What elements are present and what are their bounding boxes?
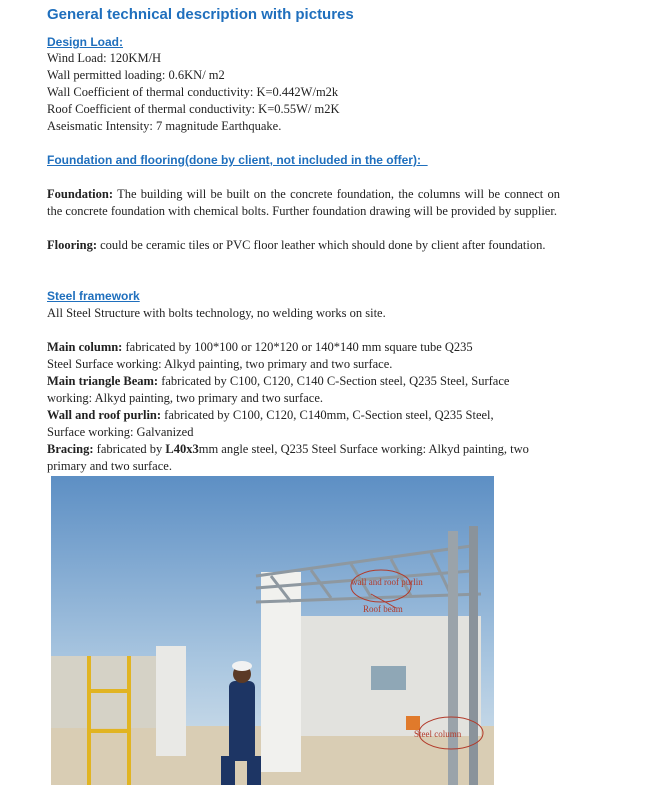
design-load-line: Wall Coefficient of thermal conductivity: K=0.442W/m2k bbox=[47, 85, 339, 99]
bracing-size: L40x3 bbox=[165, 442, 199, 456]
flooring-paragraph bbox=[47, 237, 560, 254]
beam-line: working: Alkyd painting, two primary and two surface. bbox=[47, 391, 323, 405]
design-load-line: Wind Load: 120KM/H bbox=[47, 51, 162, 65]
annotation-roof-beam: Roof beam bbox=[363, 604, 403, 614]
design-load-line: Roof Coefficient of thermal conductivity: K=0.55W/ m2K bbox=[47, 102, 340, 116]
bracing-line bbox=[47, 442, 529, 457]
annotation-purlin: wall and roof purlin bbox=[351, 577, 423, 587]
main-column-text: fabricated by 100*100 or 120*120 or 140*140 mm square tube Q235 bbox=[125, 340, 473, 354]
bracing-label: Bracing: bbox=[47, 442, 94, 456]
design-load-line: Wall permitted loading: 0.6KN/ m2 bbox=[47, 68, 225, 82]
purlin-text: fabricated by C100, C120, C140mm, C-Section steel, Q235 Steel, bbox=[164, 408, 494, 422]
beam-label: Main triangle Beam: bbox=[47, 374, 159, 388]
foundation-text: The building will be built on the concrete foundation, the columns will be connect on the concrete foundation with chemical bolts. Further foundation drawing will be provided by supplier. bbox=[47, 187, 561, 218]
foundation-section-title: Foundation and flooring(done by client, not included in the offer): bbox=[47, 153, 428, 167]
purlin-line bbox=[47, 408, 494, 423]
flooring-text: could be ceramic tiles or PVC floor leather which should done by client after foundation. bbox=[100, 238, 546, 252]
steel-intro: All Steel Structure with bolts technology, no welding works on site. bbox=[47, 306, 386, 320]
bracing-line: primary and two surface. bbox=[47, 459, 172, 473]
steel-section-title: Steel framework bbox=[47, 289, 140, 303]
purlin-label: Wall and roof purlin: bbox=[47, 408, 162, 422]
construction-photo bbox=[51, 476, 494, 785]
beam-text: fabricated by C100, C120, C140 C-Section steel, Q235 Steel, Surface bbox=[158, 374, 510, 388]
beam-line bbox=[47, 374, 509, 389]
foundation-paragraph bbox=[47, 186, 560, 220]
main-column-label: Main column: bbox=[47, 340, 123, 354]
bracing-text: fabricated by bbox=[96, 442, 163, 456]
main-column-line: Steel Surface working: Alkyd painting, two primary and two surface. bbox=[47, 357, 393, 371]
purlin-line: Surface working: Galvanized bbox=[47, 425, 194, 439]
design-load-title: Design Load: bbox=[47, 35, 124, 49]
main-column-line bbox=[47, 340, 473, 355]
foundation-label: Foundation: bbox=[47, 187, 113, 201]
page-title: General technical description with pictures bbox=[47, 6, 354, 23]
design-load-line: Aseismatic Intensity: 7 magnitude Earthquake. bbox=[47, 119, 282, 133]
bracing-text-rest: mm angle steel, Q235 Steel Surface working: Alkyd painting, two bbox=[198, 442, 529, 456]
annotation-steel-column: Steel column bbox=[414, 729, 462, 739]
flooring-label: Flooring: bbox=[47, 238, 97, 252]
